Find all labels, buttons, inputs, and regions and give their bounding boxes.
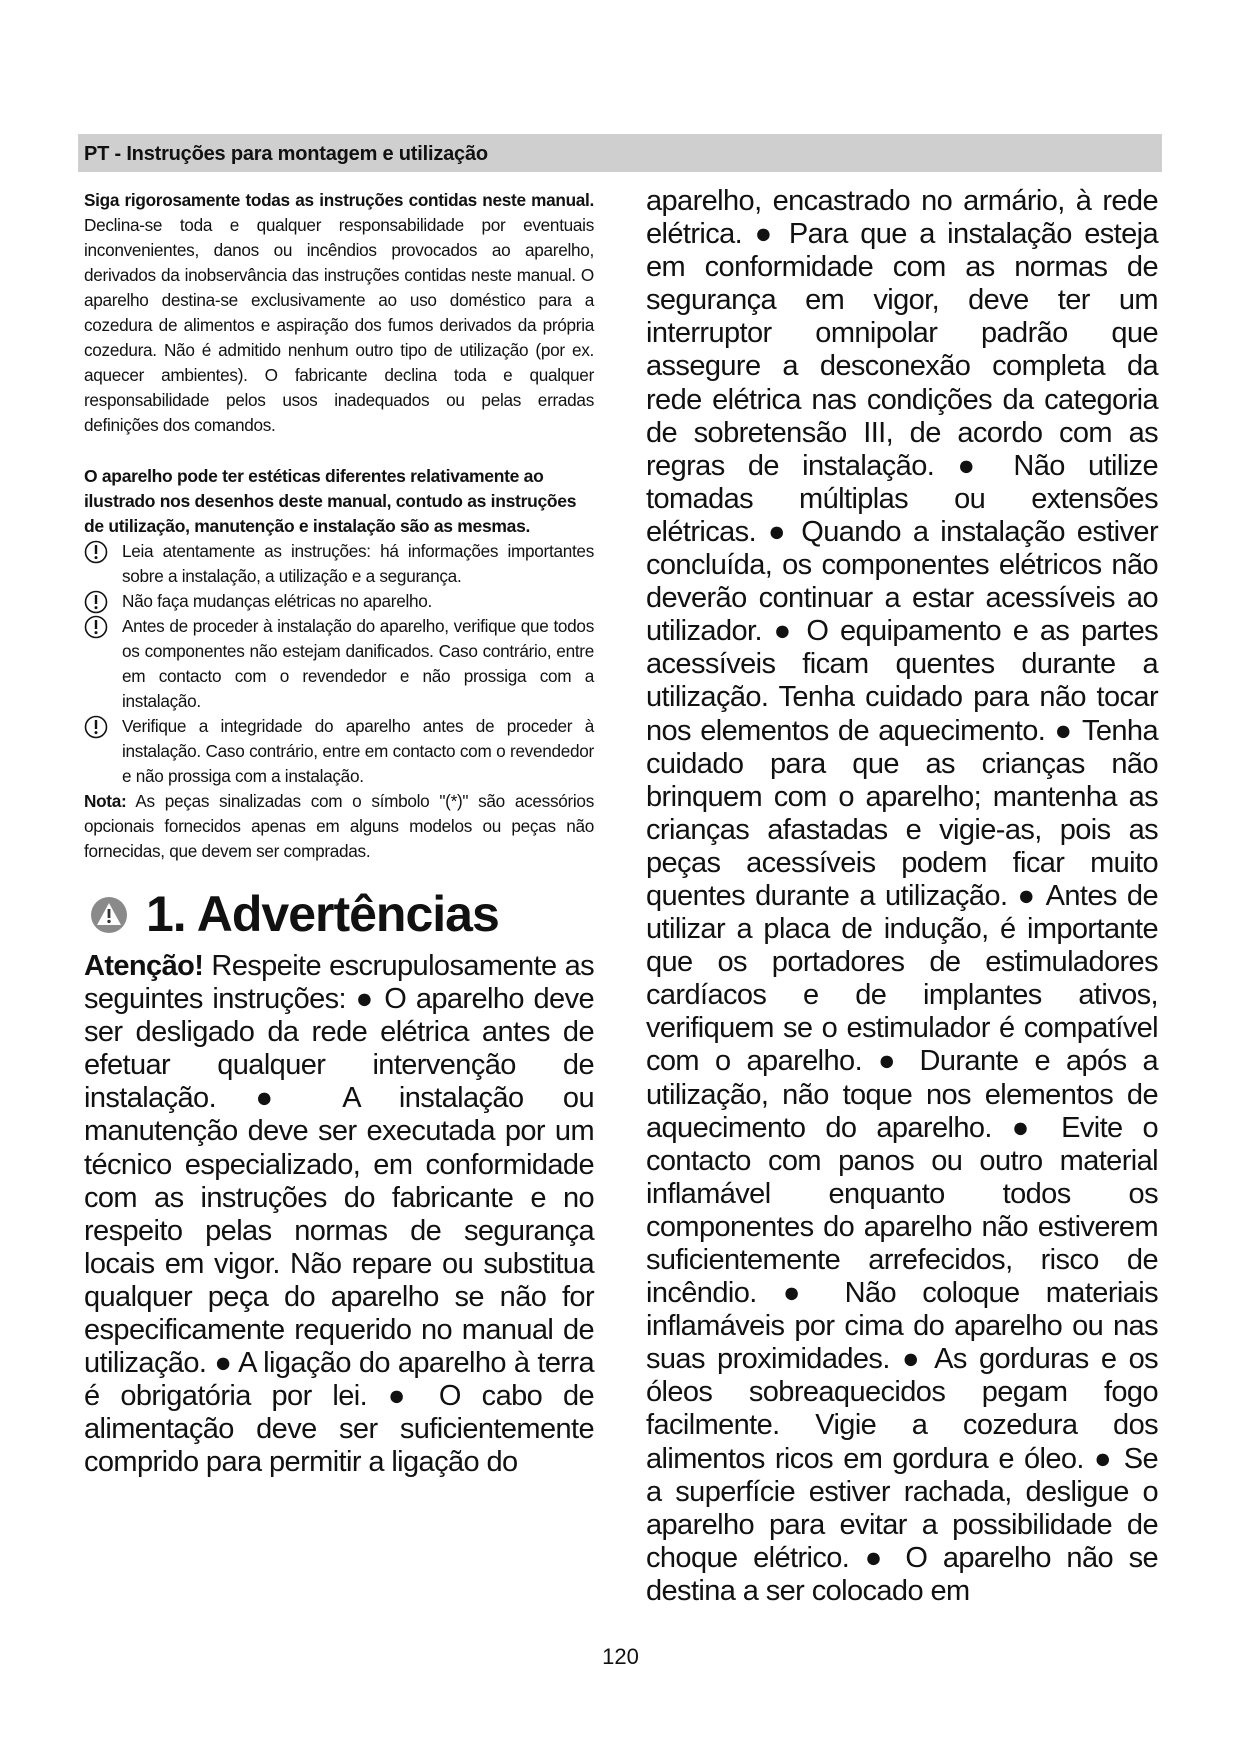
right-column (646, 185, 1158, 1608)
warning-item (84, 614, 594, 714)
attention-circle-icon (84, 615, 108, 639)
warning-item (84, 539, 594, 589)
left-column (84, 188, 594, 1480)
attention-circle-icon (84, 540, 108, 564)
nota-label: Nota: (84, 791, 127, 811)
attention-circle-icon (84, 715, 108, 739)
warnings-body-left: Respeite escrupulosamente as seguintes instruções: ● O aparelho deve ser desligado da rede elétrica antes de efetuar qualquer intervenção de instalação. ● A instalação ou manutenção deve ser executada por um técnico especializado, em conformidade com as instruções do fabricante e no respeito pelas normas de segurança locais em vigor. Não repare ou substitua qualquer peça do aparelho se não for especificamente requerido no manual de utilização. ● A ligação do aparelho à terra é obrigatória por lei. ● O cabo de alimentação deve ser suficientemente comprido para permitir a ligação do (84, 950, 594, 1479)
warning-item (84, 714, 594, 789)
intro-bold-lead: Siga rigorosamente todas as instruções contidas neste manual. (84, 190, 594, 210)
attention-circle-icon (84, 590, 108, 614)
aesthetics-note: O aparelho pode ter estéticas diferentes relativamente ao ilustrado nos desenhos deste manual, contudo as instruções de utilização, manutenção e instalação são as mesmas. (84, 466, 577, 536)
nota-text: As peças sinalizadas com o símbolo "(*)" são acessórios opcionais fornecidos apenas em alguns modelos ou peças não fornecidas, que devem ser compradas. (84, 791, 594, 861)
intro-paragraph (84, 188, 594, 438)
warnings-text-right: aparelho, encastrado no armário, à rede elétrica. ● Para que a instalação esteja em conformidade com as normas de segurança em vigor, deve ter um interruptor omnipolar padrão que assegure a desconexão completa da rede elétrica nas condições da categoria de sobretensão III, de acordo com as regras de instalação. ● Não utilize tomadas múltiplas ou extensões elétricas. ● Quando a instalação estiver concluída, os componentes elétricos não deverão continuar a estar acessíveis ao utilizador. ● O equipamento e as partes acessíveis ficam quentes durante a utilização. Tenha cuidado para não tocar nos elementos de aquecimento. ● Tenha cuidado para que as crianças não brinquem com o aparelho; mantenha as crianças afastadas e vigie-as, pois as peças acessíveis podem ficar muito quentes durante a utilização. ● Antes de utilizar a placa de indução, é importante que os portadores de estimuladores cardíacos e de implantes ativos, verifiquem se o estimulador é compatível com o aparelho. ● Durante e após a utilização, não toque nos elementos de aquecimento do aparelho. ● Evite o contacto com panos ou outro material inflamável enquanto todos os componentes do aparelho não estiverem suficientemente arrefecidos, risco de incêndio. ● Não coloque materiais inflamáveis por cima do aparelho ou nas suas proximidades. ● As gorduras e os óleos sobreaquecidos pegam fogo facilmente. Vigie a cozedura dos alimentos ricos em gordura e óleo. ● Se a superfície estiver rachada, desligue o aparelho para evitar a possibilidade de choque elétrico. ● O aparelho não se destina a ser colocado em (646, 185, 1158, 1607)
warning-text: Antes de proceder à instalação do aparelho, verifique que todos os componentes não estejam danificados. Caso contrário, entre em contacto com o revendedor e não prossiga com a instalação. (122, 616, 594, 711)
section-header-bar (78, 134, 1162, 172)
warning-triangle-icon (90, 896, 128, 934)
section-heading (84, 878, 594, 950)
section-title: 1. Advertências (146, 886, 499, 942)
intro-text: Declina-se toda e qualquer responsabilidade por eventuais inconvenientes, danos ou incêndios provocados ao aparelho, derivados da inobservância das instruções contidas neste manual. O aparelho destina-se exclusivamente ao uso doméstico para a cozedura de alimentos e aspiração dos fumos derivados da própria cozedura. Não é admitido nenhum outro tipo de utilização (por ex. aquecer ambientes). O fabricante declina toda e qualquer responsabilidade pelos usos inadequados ou pelas erradas definições dos comandos. (84, 215, 594, 435)
warnings-text-left (84, 950, 594, 1480)
warning-text: Não faça mudanças elétricas no aparelho. (122, 591, 432, 611)
page-number: 120 (602, 1644, 639, 1669)
attention-lead: Atenção! (84, 950, 204, 982)
nota-paragraph (84, 789, 594, 864)
warning-item (84, 589, 594, 614)
header-title: PT - Instruções para montagem e utilização (84, 143, 488, 165)
warning-text: Leia atentamente as instruções: há informações importantes sobre a instalação, a utilização e a segurança. (122, 541, 594, 586)
warning-text: Verifique a integridade do aparelho antes de proceder à instalação. Caso contrário, entre em contacto com o revendedor e não prossiga com a instalação. (122, 716, 594, 786)
